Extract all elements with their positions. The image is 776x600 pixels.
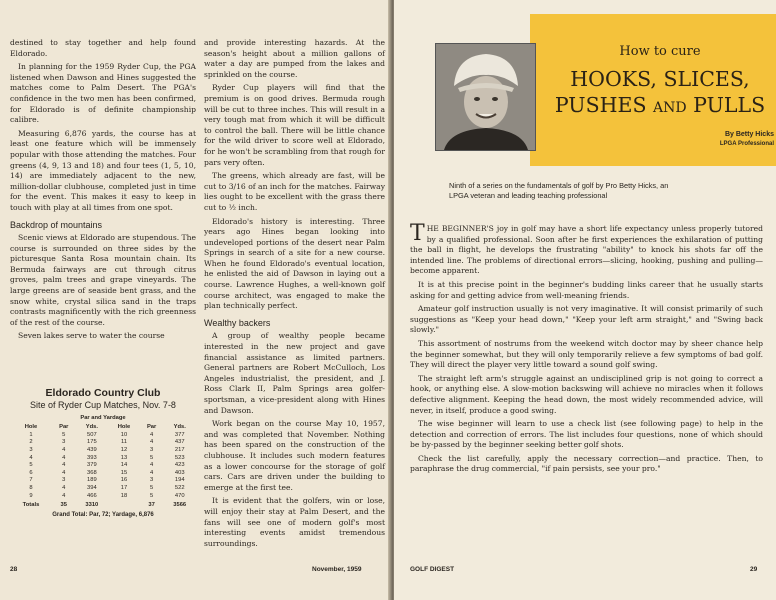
- table-cell: 4: [150, 439, 154, 446]
- paragraph: Measuring 6,876 yards, the course has at least one feature which will be immensely popular with those attending the matches. Four greens (4, 9, 13 and 18) and four tees (1, 5, 10, 14) are immediately adjacent to the new, million-dollar clubhouse, completed just in time for the event. This makes it easy to keep in touch with play at all times from one spot.: [10, 128, 196, 212]
- table-cell: 3: [150, 477, 154, 484]
- table-cell: 523: [174, 454, 185, 461]
- paragraph: In planning for the 1959 Ryder Cup, the PGA listened when Dawson and Hines suggested the matches come to Palm Desert. The PGA's confidence in the two men has been confirmed, for Eldorado is of definite championship calibre.: [10, 62, 196, 125]
- table-cell: 379: [87, 462, 97, 469]
- table-cell: 18: [120, 492, 128, 499]
- table-cell: 437: [174, 439, 185, 446]
- table-row: [10, 431, 196, 439]
- table-row: [10, 461, 196, 469]
- table-cell: 3: [62, 477, 66, 484]
- table-cell: 37: [148, 502, 155, 509]
- article-title: [546, 66, 774, 118]
- paragraph: destined to stay together and help found Eldorado.: [10, 38, 196, 58]
- yardage-table: [10, 423, 196, 509]
- table-cell: 16: [120, 477, 128, 484]
- table-cell: 5: [29, 462, 33, 469]
- grand-total: Grand Total: Par, 72; Yardage, 6,876: [52, 512, 154, 519]
- article-kicker: How to cure: [619, 44, 701, 59]
- footer-magazine: GOLF DIGEST: [410, 566, 455, 573]
- table-group-header: Par and Yardage: [80, 415, 126, 421]
- table-row: [10, 469, 196, 477]
- column-header: Par: [146, 424, 157, 430]
- table-cell: 4: [150, 462, 154, 469]
- table-cell: 4: [62, 446, 66, 453]
- table-cell: 7: [29, 477, 33, 484]
- totals-row: [10, 499, 196, 509]
- scorecard-table: [10, 387, 196, 518]
- table-cell: 3: [62, 439, 66, 446]
- paragraph: Amateur golf instruction usually is not very imaginative. It will consist primarily of such suggestions as "Keep your head down," "Keep your left arm straight," and "Swing back slowly.": [410, 304, 763, 335]
- column-header: Par: [59, 424, 69, 430]
- column-header: Hole: [24, 424, 38, 430]
- byline: [664, 131, 774, 147]
- subheading: Wealthy backers: [204, 317, 271, 328]
- title-line: HOOKS, SLICES,: [570, 67, 750, 91]
- paragraph: and provide interesting hazards. At the season's height about a million gallons of water a day are pumped from the lakes and sprinkled on the course.: [204, 38, 385, 79]
- table-cell: 3: [29, 446, 33, 453]
- lead-paragraph: [410, 221, 763, 277]
- table-cell: 6: [29, 469, 33, 476]
- drop-cap: T: [410, 221, 425, 246]
- table-cell: 4: [29, 454, 33, 461]
- table-row: [10, 492, 196, 500]
- table-body: [10, 431, 196, 509]
- table-cell: 393: [87, 454, 97, 461]
- left-column-1: [10, 38, 196, 345]
- subheading: Backdrop of mountains: [10, 219, 103, 230]
- table-cell: 14: [120, 462, 128, 469]
- table-cell: 439: [87, 446, 97, 453]
- table-cell: 4: [62, 469, 66, 476]
- series-intro: Ninth of a series on the fundamentals of golf by Pro Betty Hicks, an LPGA veteran and leading teaching professional: [449, 181, 669, 200]
- table-row: [10, 454, 196, 462]
- table-cell: 403: [174, 469, 185, 476]
- table-cell: 1: [29, 431, 33, 438]
- table-cell: 4: [62, 484, 66, 491]
- column-header: Yds.: [173, 424, 186, 430]
- table-cell: 11: [120, 439, 127, 446]
- table-cell: 35: [60, 502, 67, 509]
- paragraph: The greens, which already are fast, will be cut to 3/16 of an inch for the matches. Fairway lies ought to be excellent with the grass there cut to ½ inch.: [204, 171, 385, 212]
- table-row: [10, 446, 196, 454]
- table-cell: 189: [87, 477, 97, 484]
- table-cell: [108, 499, 140, 509]
- table-cell: 15: [120, 469, 128, 476]
- table-cell: 5: [150, 484, 154, 491]
- paragraph: It is evident that the golfers, win or lose, will enjoy their stay at Palm Desert, and the fans will see one of modern golf's most interesting events amidst tremendous surroundings.: [204, 496, 385, 548]
- table-cell: 5: [150, 492, 154, 499]
- footer-date: November, 1959: [312, 566, 362, 573]
- left-column-2: [204, 38, 385, 552]
- paragraph: This assortment of nostrums from the weekend witch doctor may by sheer chance help the beginner somewhat, but they will only temporarily relieve a few symptoms of bad golf. They will direct the player very little toward a sound golf swing.: [410, 338, 763, 370]
- table-cell: 12: [120, 446, 128, 453]
- table-cell: 217: [174, 446, 185, 453]
- column-header: Yds.: [85, 424, 98, 430]
- table-subtitle: Site of Ryder Cup Matches, Nov. 7-8: [30, 400, 176, 410]
- table-cell: 507: [87, 431, 97, 438]
- right-page: [394, 0, 776, 600]
- table-cell: Totals: [22, 502, 40, 509]
- author-photo: [435, 43, 536, 151]
- table-cell: 5: [150, 454, 154, 461]
- table-cell: 13: [120, 454, 128, 461]
- paragraph: Scenic views at Eldorado are stupendous. The course is surrounded on three sides by the picturesque Santa Rosa mountain chain. Its Bermuda fairways are cut through citrus groves, palm trees and grape vineyards. The large greens are of seaside bent grass, and the snow white, crystal silica sand in the traps contrasts magnificently with the rich greenness of the rest of the course.: [10, 233, 197, 327]
- table-cell: 394: [87, 484, 97, 491]
- table-cell: 3566: [173, 502, 187, 509]
- table-cell: 4: [62, 454, 66, 461]
- table-cell: 4: [62, 462, 66, 469]
- table-cell: 4: [150, 469, 154, 476]
- paragraph: The straight left arm's struggle against an undisciplined grip is not going to correct a hook, or anything else. A slow-motion backswing will achieve no miracles when it follows defective alignment. Keeping the head down, the most widely recommended advice, will never, in itself, produce a good swing.: [410, 373, 763, 415]
- table-cell: 3: [150, 446, 154, 453]
- table-cell: 175: [87, 439, 97, 446]
- article-body: [410, 221, 763, 478]
- table-cell: 4: [150, 431, 154, 438]
- table-row: [10, 484, 196, 492]
- table-cell: 10: [120, 431, 128, 438]
- table-cell: 4: [62, 492, 66, 499]
- paragraph: A group of wealthy people became interested in the new project and gave financial assistance as limited partners. General partners are Robert McCulloch, Los Angeles industrialist, the president, and J. Ross Clark II, Palm Springs area golfer-sportsman, a vice-president along with Hines and Dawson.: [204, 331, 385, 415]
- table-cell: 8: [29, 484, 33, 491]
- table-cell: 9: [29, 492, 33, 499]
- table-row: [10, 477, 196, 485]
- table-cell: 377: [174, 431, 185, 438]
- author-role: LPGA Professional: [719, 141, 774, 147]
- paragraph: Work began on the course May 10, 1957, and was completed that November. Nothing has been spared on the construction of the clubhouse. It includes such modern features as a lower concourse for the storage of golf cars. Cars are driven under the building to emerge at the first tee.: [204, 419, 385, 492]
- table-cell: 5: [62, 431, 66, 438]
- paragraph: Ryder Cup players will find that the premium is on good drives. Bermuda rough will be cut to three inches. This will result in a very tough mat from which it will be difficult to control the ball. There will be little chance for the wild driver to score well at Eldorado, for he won't be scrambling from that rough for pars very often.: [204, 83, 385, 167]
- table-title: Eldorado Country Club: [45, 387, 161, 399]
- column-header: Hole: [117, 424, 131, 430]
- table-cell: 423: [174, 462, 185, 469]
- paragraph: Eldorado's history is interesting. Three years ago Hines began looking into undeveloped portions of the desert near Palm Springs in search of a site for a new course. When he found Eldorado's eventual location, he enlisted the aid of Dawson in laying out a course. Lawrence Hughes, a well-known golf course architect, was engaged to make the plan technically perfect.: [204, 216, 385, 311]
- paragraph: Check the list carefully, apply the necessary correction—and practice. Then, to paraphrase the drug commercial, "if pain persists, see your pro.": [410, 453, 763, 474]
- portrait-illustration: [436, 44, 535, 150]
- table-cell: 522: [174, 484, 185, 491]
- table-cell: 368: [87, 469, 97, 476]
- title-line: PUSHES and PULLS: [554, 93, 766, 117]
- table-cell: 466: [87, 492, 97, 499]
- paragraph: The wise beginner will learn to use a check list (see following page) to help in the detection and correction of errors. The list includes four questions, none of which should be by-passed by the beginner seeking better golf shots.: [410, 419, 763, 450]
- page-number: 28: [10, 566, 18, 573]
- table-cell: 194: [174, 477, 185, 484]
- lead-text: HE BEGINNER'S joy in golf may have a short life expectancy unless properly tutored by a qualified professional. Soon after he first experiences the exhilaration of putting the ball in flight, he develops the frustrating "ability" to knock his shots far off the intended line. The problems of directional errors—slicing, hooking, pushing and pulling—become apparent.: [410, 224, 763, 276]
- table-cell: 17: [120, 484, 128, 491]
- table-cell: 2: [29, 439, 33, 446]
- table-cell: 470: [174, 492, 185, 499]
- paragraph: It is at this precise point in the beginner's budding links career that he usually starts asking for and getting advice from well-meaning friends.: [410, 279, 763, 300]
- page-number: 29: [750, 566, 758, 573]
- table-row: [10, 439, 196, 447]
- paragraph: Seven lakes serve to water the course: [18, 331, 165, 341]
- table-cell: 3310: [85, 502, 99, 509]
- author-name: By Betty Hicks: [724, 131, 774, 138]
